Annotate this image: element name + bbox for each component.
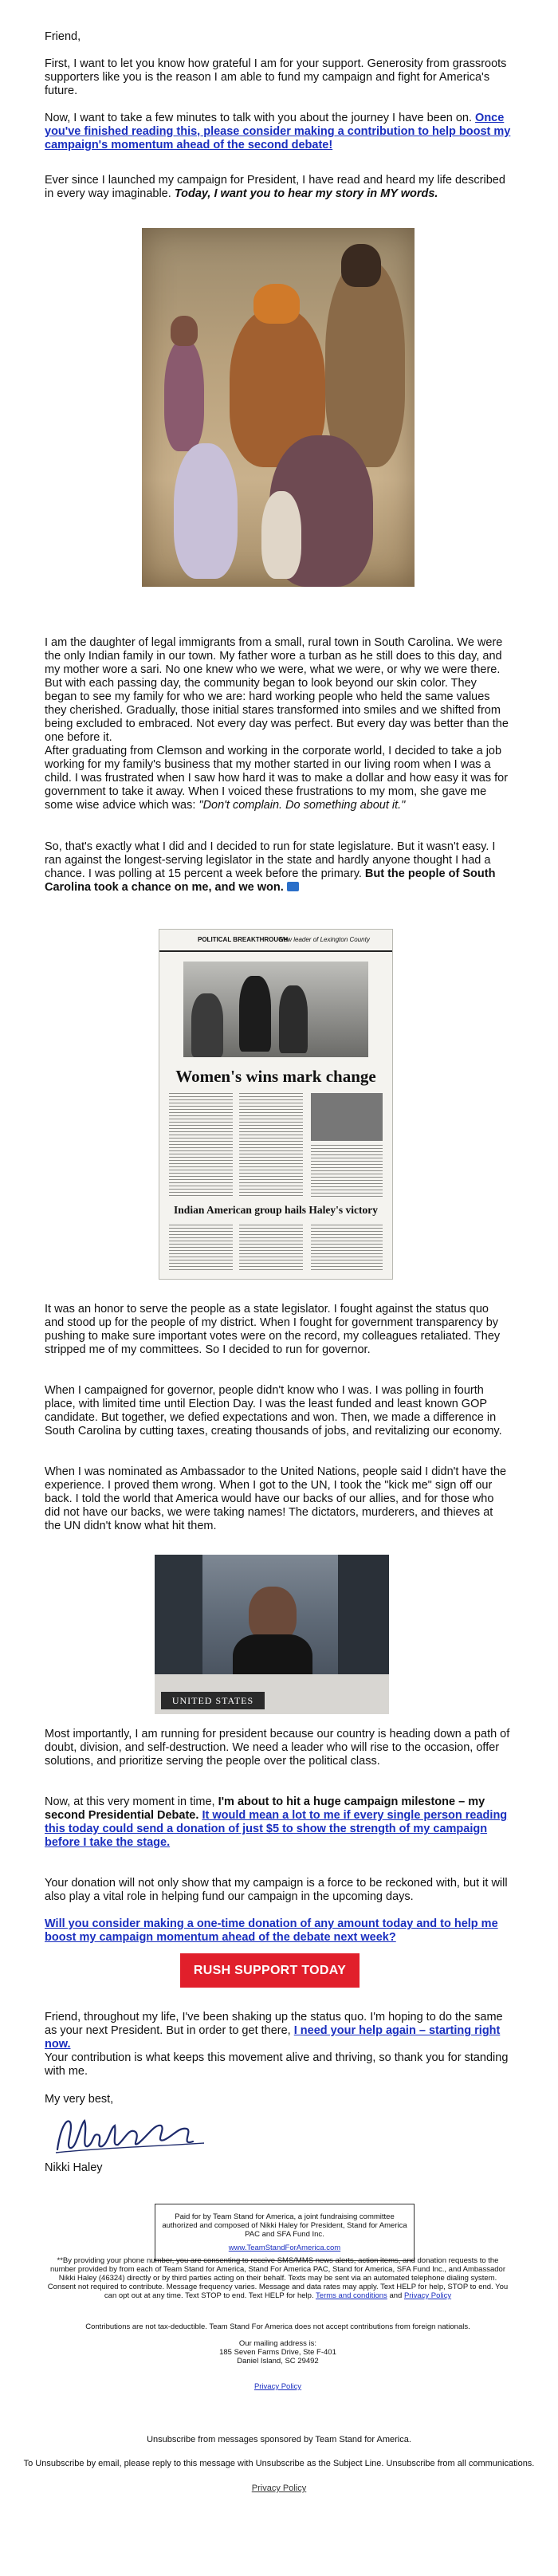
privacy-policy-link[interactable]: Privacy Policy [253,2382,302,2391]
signoff: My very best, [45,2093,114,2106]
signer-name: Nikki Haley [45,2161,103,2174]
team-site-link[interactable]: www.TeamStandForAmerica.com [228,2244,341,2252]
clipping-photo [183,962,368,1057]
paragraph-status-quo: Friend, throughout my life, I've been shaking up the status quo. I'm hoping to do the same as your next President. But in order to get there, I need your help again – starting right now. [45,2011,503,2051]
donate-5-link[interactable]: It would mean a lot to me if every single person reading this today could send a donation of just $5 to show the strength of my campaign before I take the stage. [45,1809,508,1849]
paid-for-box [155,2204,415,2261]
unsubscribe-sponsored: Unsubscribe from messages sponsored by Team Stand for America. [147,2435,411,2444]
paragraph-milestone: Now, at this very moment in time, I'm about to hit a huge campaign milestone – my second Presidential Debate. It would mean a lot to me if every single person reading this today could send a donation of just $5 to show the strength of my campaign before I take the stage. [45,1795,508,1849]
signature-image [53,2111,212,2159]
unsubscribe-email-instructions: To Unsubscribe by email, please reply to this message with Unsubscribe as the Subject Line. Unsubscribe from all communications. [23,2459,535,2468]
contributions-note: Contributions are not tax-deductible. Team Stand For America does not accept contributions from foreign nationals. [85,2322,470,2331]
paragraph-thank-you: Your contribution is what keeps this movement alive and thriving, so thank you for standing with me. [45,2051,509,2078]
sms-consent-text: **By providing your phone number, you are consenting to receive SMS/MMS news alerts, action items, and donation requests to the number provided by from each of Team Stand for America, Stand For America PAC, Stand for America, SFA Fund Inc., and Ambassador Nikki Haley (46324) directly or by third parties acting on their behalf. Texts may be sent via an automated telephone dialing system. Consent not required to contribute. Message frequency varies. Message and data rates may apply. Text HELP for help, STOP to end. You can opt out at any time. Text STOP to end. Text HELP for help. Terms and conditions and Privacy Policy [47,2256,509,2300]
contribution-link-debate[interactable]: Once you've finished reading this, please consider making a contribution to help boost my campaign's momentum ahead of the second debate! [45,112,511,151]
paragraph-family-business: After graduating from Clemson and working in the corporate world, I decided to take a job working for my family's business that my mother started in our living room when I was a child. I was frustrated when I saw how hard it was to make a dollar and how easy it was for government to take it away. When I voiced these frustrations to my mom, she gave me some wise advice which was: "Don't complain. Do something about it." [45,745,509,812]
need-help-link[interactable]: I need your help again – starting right now. [45,2024,501,2051]
my-words-emphasis: Today, I want you to hear my story in MY words. [174,187,438,200]
paragraph-donation-impact: Your donation will not only show that my campaign is a force to be reckoned with, but it will also play a vital role in helping fund our campaign in the upcoming days. [45,1877,508,1903]
mailing-address: Our mailing address is: 185 Seven Farms Drive, Ste F-401 Daniel Island, SC 29492 [219,2339,336,2366]
paragraph-gratitude: First, I want to let you know how grateful I am for your support. Generosity from grassroots supporters like you is the reason I am able to fund my campaign and fight for America's future. [45,57,507,97]
un-placard: UNITED STATES [161,1692,265,1709]
paragraph-why-running: Most importantly, I am running for president because our country is heading down a path of doubt, division, and self-destruction. We need a leader who will rise to the occasion, offer solutions, and prioritize serving the people over the political class. [45,1728,510,1768]
paragraph-governor: When I campaigned for governor, people didn't know who I was. I was polling in fourth place, with limited time until Election Day. I was the least funded and least known GOP candidate. But together, we defied expectations and won. Then, we made a difference in South Carolina by cutting taxes, creating thousands of jobs, and revitalizing our economy. [45,1384,502,1437]
paragraph-immigrant-story: I am the daughter of legal immigrants from a small, rural town in South Carolina. We were the only Indian family in our town. My father wore a turban as he still does to this day, and my mother wore a sari. No one knew who we were, what we were, or why we were there. But with each passing day, the community began to look beyond our skin color. They began to see my family for who we are: hard working people who held the same values they cherished. Gradually, those initial stares transformed into smiles and we shifted from being excluded to embraced. Not every day was perfect. But every day was better than the one before it. [45,636,509,744]
greeting: Friend, [45,30,81,43]
paragraph-state-legislature: So, that's exactly what I did and I decided to run for state legislature. But it wasn't easy. I ran against the longest-serving legislator in the state and hardly anyone thought I had a chance. I was polling at 15 percent a week before the primary. But the people of South Carolina took a chance on me, and we won. [45,840,496,894]
family-photo [142,228,415,587]
clipping-header-sub: New leader of Lexington County [279,936,370,943]
clipping-header: POLITICAL BREAKTHROUGH [198,936,289,943]
clipping-headline-main: Women's wins mark change [175,1067,376,1086]
sms-terms-link[interactable]: Terms and conditions [316,2291,387,2300]
newspaper-clipping [159,929,393,1280]
flag-icon [287,882,299,891]
footer-privacy-link[interactable]: Privacy Policy [251,2484,307,2493]
one-time-donation-link[interactable]: Will you consider making a one-time donation of any amount today and to help me boost my campaign momentum ahead of the debate next week? [45,1917,498,1944]
clipping-headline-sub: Indian American group hails Haley's victory [174,1204,378,1216]
paragraph-legislator: It was an honor to serve the people as a state legislator. I fought against the status quo and stood up for the people of my district. When I fought for government transparency by pushing to make sure important votes were on the record, my colleagues retaliated. They stripped me of my committees. So I decided to run for governor. [45,1303,501,1356]
paid-for-text: Paid for by Team Stand for America, a joint fundraising committee authorized and composed of Nikki Haley for President, Stand for America PAC and SFA Fund Inc. [162,2212,407,2239]
paragraph-un-ambassador: When I was nominated as Ambassador to the United Nations, people said I didn't have the experience. I proved them wrong. When I got to the UN, I took the "kick me" sign off our back. I told the world that America would have our backs of our allies, and for those who did not have our backs, we were taking names! The dictators, murderers, and thieves at the UN didn't know what hit them. [45,1465,507,1532]
paragraph-journey: Now, I want to take a few minutes to talk with you about the journey I have been on. Once you've finished reading this, please consider making a contribution to help boost my campaign's momentum ahead of the second debate! [45,112,511,151]
un-photo [155,1555,389,1714]
rush-support-button[interactable]: RUSH SUPPORT TODAY [180,1953,360,1988]
paragraph-my-words: Ever since I launched my campaign for President, I have read and heard my life described in every way imaginable. Today, I want you to hear my story in MY words. [45,174,505,200]
sms-privacy-link[interactable]: Privacy Policy [403,2291,452,2300]
